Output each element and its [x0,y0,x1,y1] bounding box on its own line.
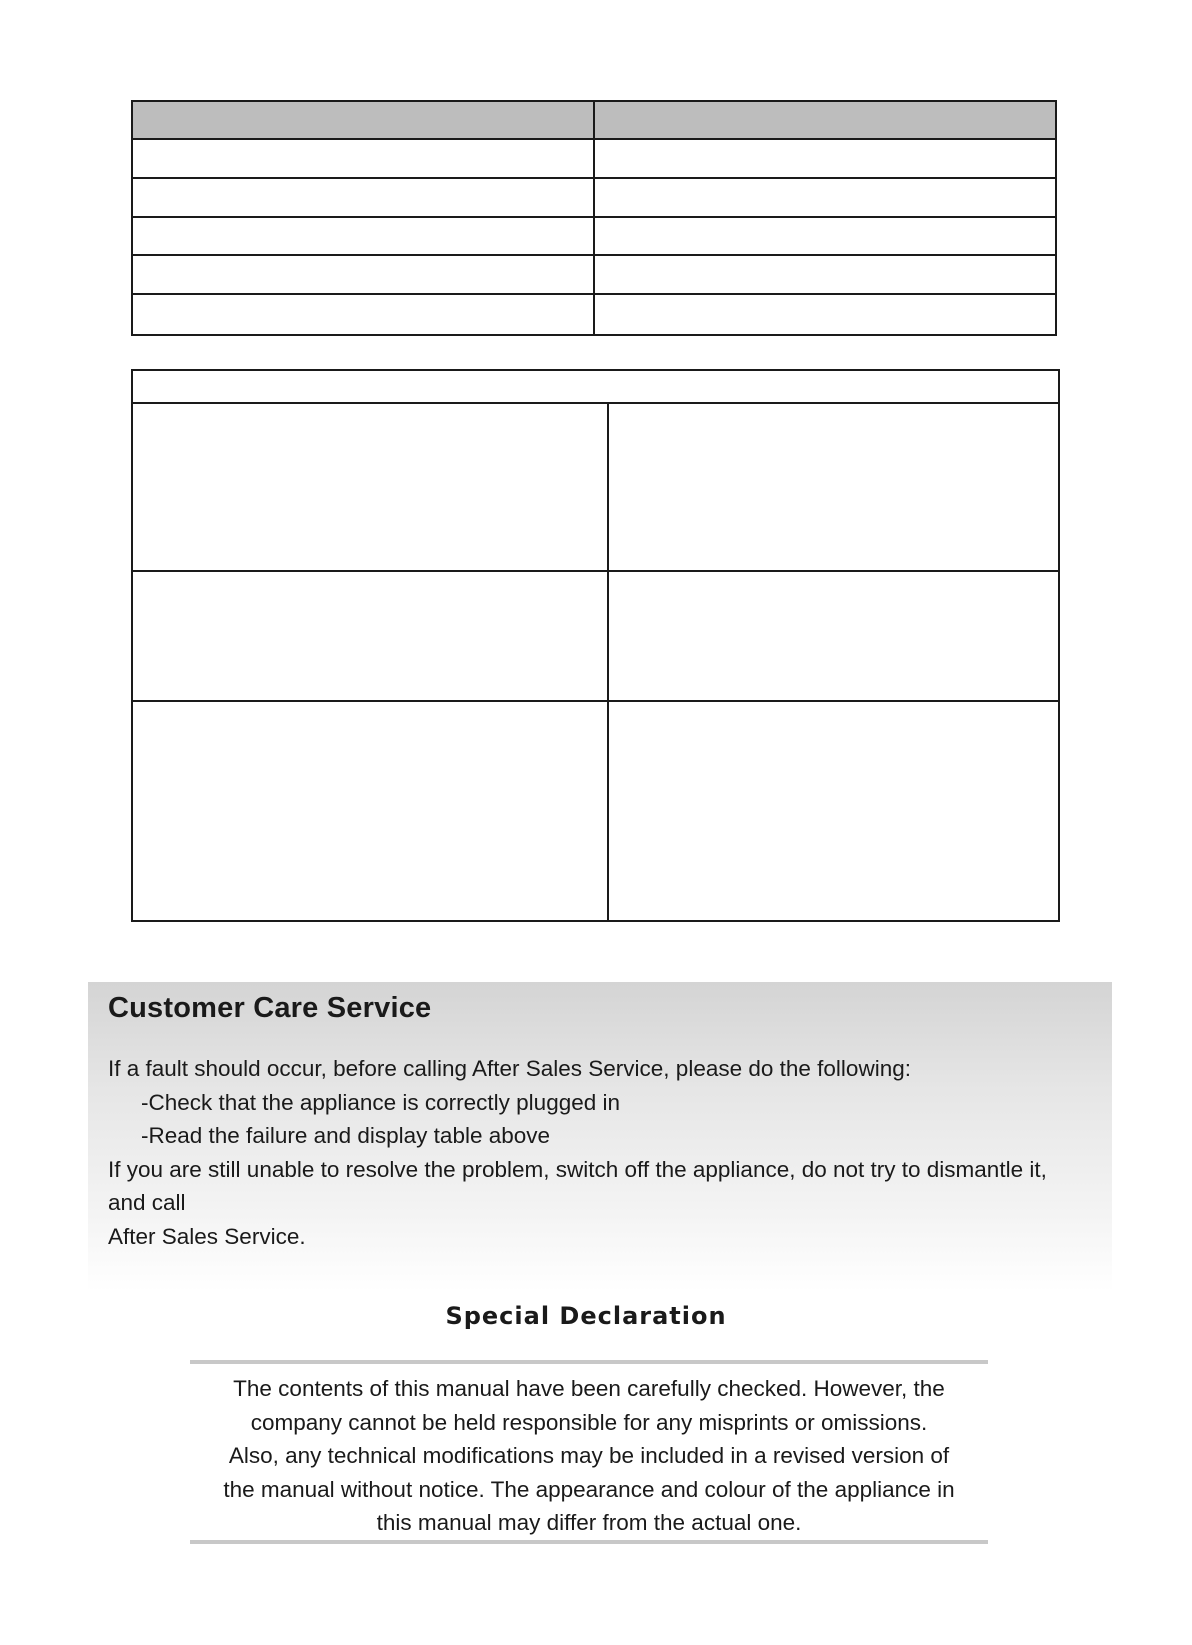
paragraph-line: After Sales Service. [108,1223,306,1249]
table-cell [133,179,595,218]
list-item: -Check that the appliance is correctly plugged in [141,1089,621,1115]
paragraph-line: this manual may differ from the actual one. [376,1510,802,1535]
paragraph-line: Also, any technical modifications may be included in a revised version of [228,1443,950,1468]
table-title-row [133,371,1058,404]
list-item: -Read the failure and display table above [141,1123,551,1148]
table-cell [133,404,609,572]
divider [190,1540,988,1544]
table-cell [595,140,1055,179]
table-cell [133,218,595,257]
table-cell [595,256,1055,295]
table-cell [133,140,595,179]
table-cell [133,295,595,334]
table-cell [133,572,609,702]
paragraph-line: If you are still unable to resolve the problem, switch off the appliance, do not try to dismantle it, [108,1156,1047,1182]
divider [190,1360,988,1364]
table-cell [609,702,1058,920]
table-cell [595,218,1055,257]
table-cell [133,702,609,920]
table-cell [595,295,1055,334]
paragraph-line: and call [108,1190,186,1215]
customer-care-body [108,1052,1112,1253]
troubleshooting-table [131,369,1060,922]
special-declaration-heading: Special Declaration [445,1302,727,1330]
paragraph-line: If a fault should occur, before calling After Sales Service, please do the following: [108,1056,911,1081]
table-cell [609,572,1058,702]
paragraph-line: the manual without notice. The appearance and colour of the appliance in [223,1476,955,1502]
paragraph-line: company cannot be held responsible for any misprints or omissions. [250,1409,928,1435]
table-cell [595,179,1055,218]
section-heading: Customer Care Service [108,992,432,1024]
table-cell [609,404,1058,572]
table-cell [133,256,595,295]
spec-table [131,100,1057,336]
special-declaration-text [190,1372,988,1540]
table-header-cell [595,102,1055,140]
customer-care-section [88,982,1112,1292]
table-header-cell [133,102,595,140]
paragraph-line: The contents of this manual have been carefully checked. However, the [233,1376,945,1401]
